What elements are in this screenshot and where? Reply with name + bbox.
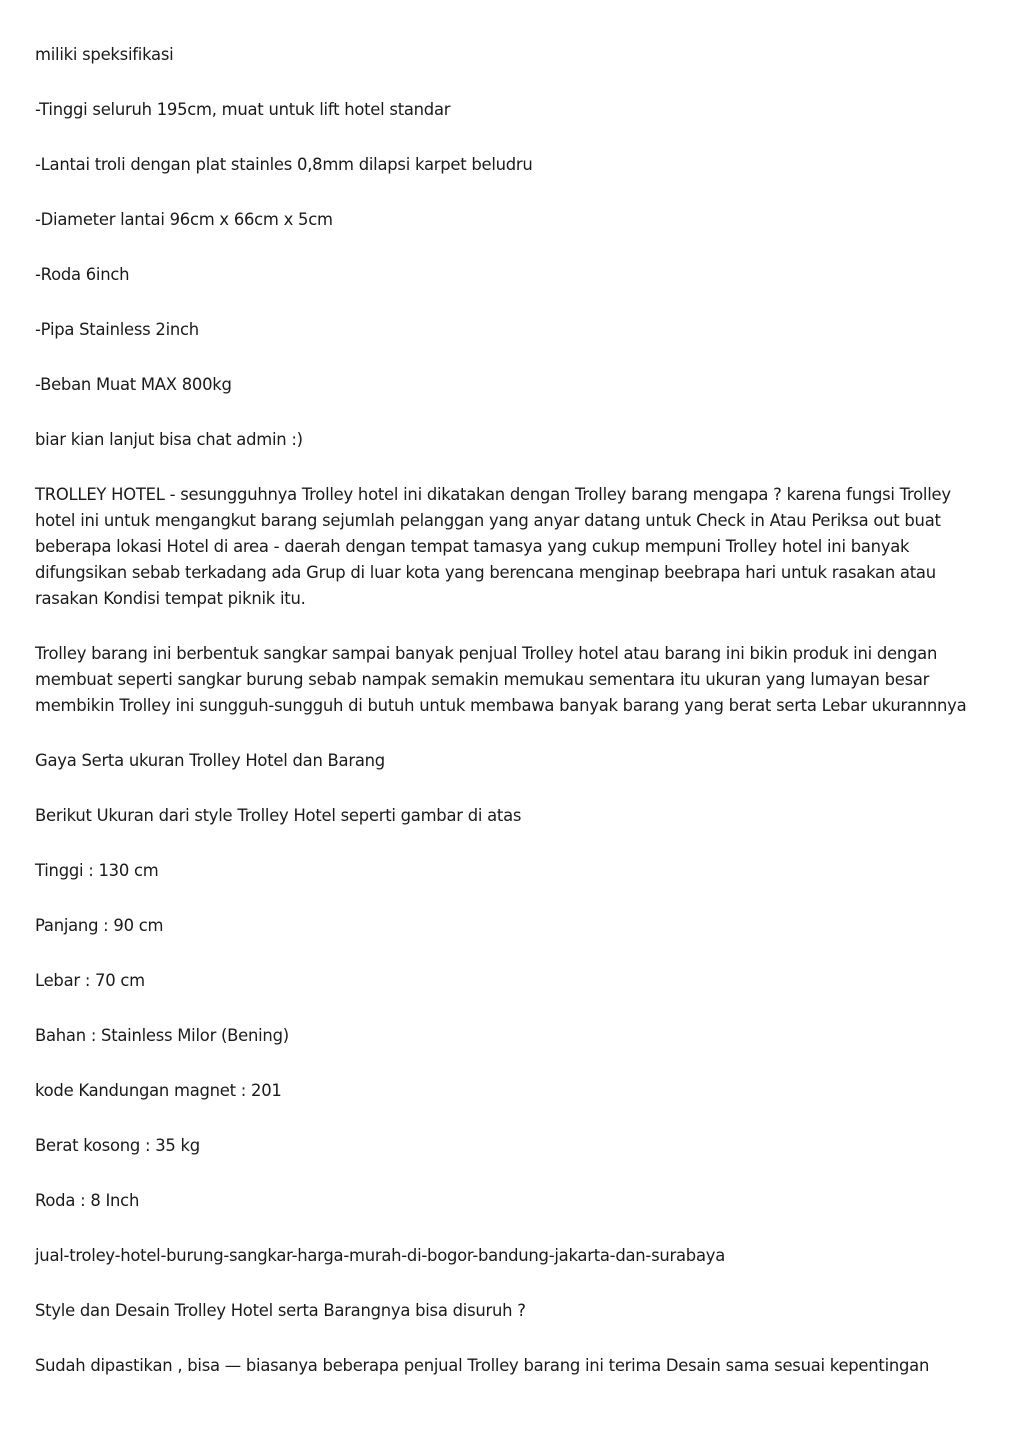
design-answer: Sudah dipastikan , bisa — biasanya beberapa penjual Trolley barang ini terima Desain sama sesuai kepentingan — [35, 1356, 930, 1375]
size-empty-weight: Berat kosong : 35 kg — [35, 1136, 200, 1155]
spec-wheel: -Roda 6inch — [35, 265, 130, 284]
spec-height: -Tinggi seluruh 195cm, muat untuk lift hotel standar — [35, 100, 451, 119]
size-intro: Berikut Ukuran dari style Trolley Hotel seperti gambar di atas — [35, 806, 522, 825]
size-length: Panjang : 90 cm — [35, 916, 164, 935]
spec-pipe: -Pipa Stainless 2inch — [35, 320, 199, 339]
spec-load: -Beban Muat MAX 800kg — [35, 375, 232, 394]
contact-note: biar kian lanjut bisa chat admin :) — [35, 430, 303, 449]
spec-floor: -Lantai troli dengan plat stainles 0,8mm dilapsi karpet beludru — [35, 155, 533, 174]
spec-intro: miliki speksifikasi — [35, 45, 174, 64]
slug-line: jual-troley-hotel-burung-sangkar-harga-murah-di-bogor-bandung-jakarta-dan-surabaya — [35, 1246, 725, 1265]
design-question: Style dan Desain Trolley Hotel serta Barangnya bisa disuruh ? — [35, 1301, 526, 1320]
size-height: Tinggi : 130 cm — [35, 861, 159, 880]
trolley-barang-paragraph: Trolley barang ini berbentuk sangkar sampai banyak penjual Trolley hotel atau barang ini bikin produk ini dengan membuat seperti sangkar burung sebab nampak semakin memukau sementara itu ukuran yang lumayan besar membikin Trolley ini sungguh-sungguh di butuh untuk membawa banyak barang yang berat serta Lebar ukurannnya — [35, 644, 967, 715]
section-heading-style-size: Gaya Serta ukuran Trolley Hotel dan Barang — [35, 751, 385, 770]
document-body — [35, 42, 990, 1408]
size-wheel: Roda : 8 Inch — [35, 1191, 140, 1210]
size-material: Bahan : Stainless Milor (Bening) — [35, 1026, 289, 1045]
size-width: Lebar : 70 cm — [35, 971, 145, 990]
trolley-hotel-paragraph: TROLLEY HOTEL - sesungguhnya Trolley hotel ini dikatakan dengan Trolley barang mengapa ? karena fungsi Trolley hotel ini untuk mengangkut barang sejumlah pelanggan yang anyar datang untuk Check in Atau Periksa out buat beberapa lokasi Hotel di area - daerah dengan tempat tamasya yang cukup mempuni Trolley hotel ini banyak difungsikan sebab terkadang ada Grup di luar kota yang berencana menginap beebrapa hari untuk rasakan atau rasakan Kondisi tempat piknik itu. — [35, 485, 951, 608]
size-magnet-code: kode Kandungan magnet : 201 — [35, 1081, 282, 1100]
spec-floor-diameter: -Diameter lantai 96cm x 66cm x 5cm — [35, 210, 333, 229]
